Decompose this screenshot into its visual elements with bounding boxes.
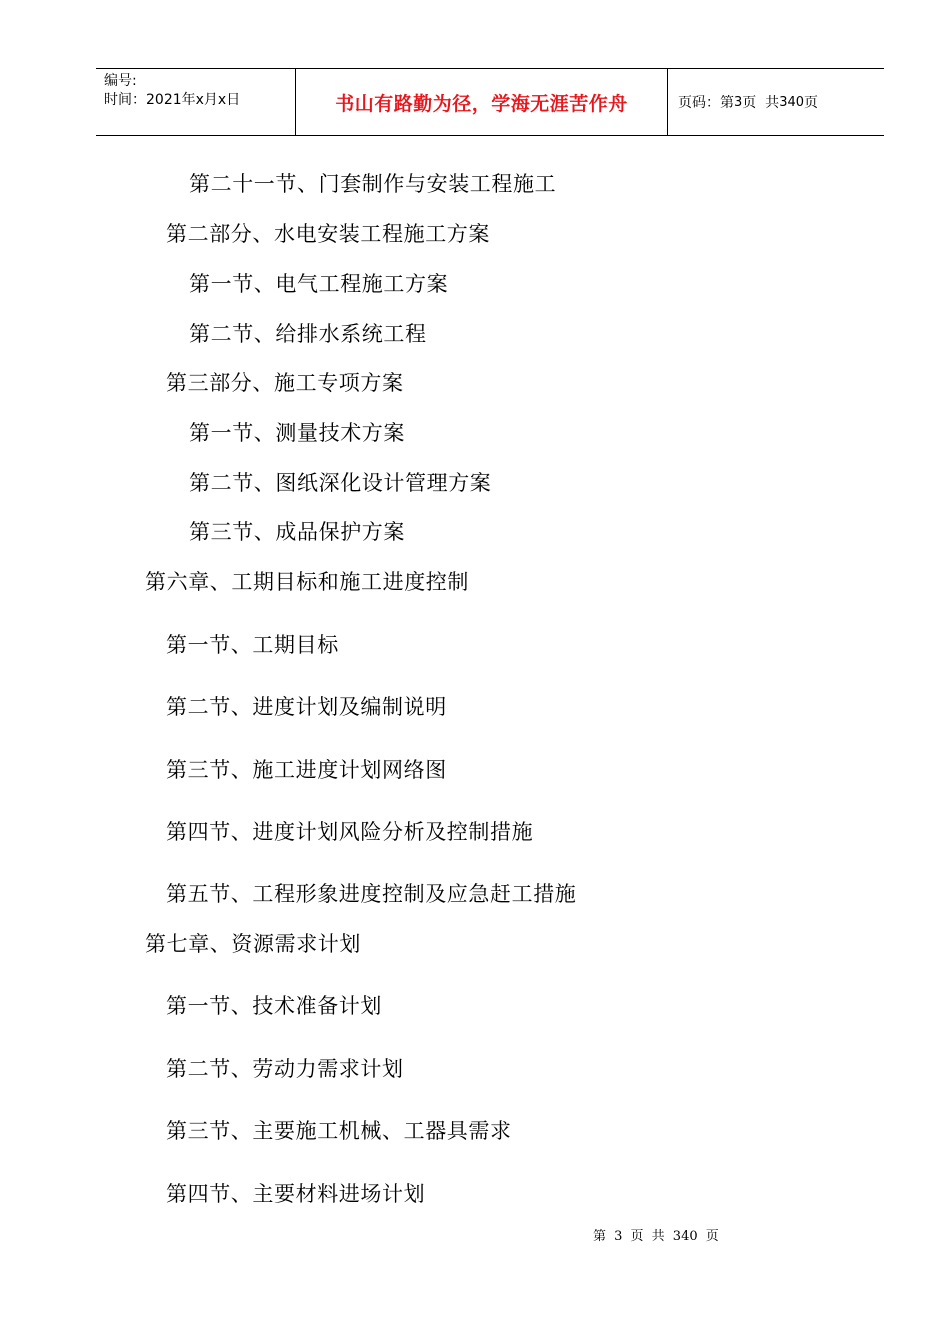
page-current: 3 xyxy=(734,94,743,110)
page-total: 340 xyxy=(779,94,805,110)
toc-entry: 第一节、工期目标 xyxy=(166,633,339,657)
toc-entry: 第四节、主要材料进场计划 xyxy=(166,1182,426,1206)
toc-entry: 第三节、施工进度计划网络图 xyxy=(166,758,447,782)
page-mid: 页 共 xyxy=(742,95,780,111)
page-header xyxy=(96,68,884,136)
page-prefix: 页码：第 xyxy=(678,95,734,111)
header-page-info xyxy=(668,69,884,135)
header-meta xyxy=(96,69,296,135)
toc-entry: 第三节、成品保护方案 xyxy=(189,520,405,544)
toc-entry: 第一节、技术准备计划 xyxy=(166,994,382,1018)
toc-entry: 第三部分、施工专项方案 xyxy=(166,371,404,395)
toc-entry: 第二十一节、门套制作与安装工程施工 xyxy=(189,172,557,196)
page-suffix: 页 xyxy=(804,95,819,111)
toc-entry: 第二节、进度计划及编制说明 xyxy=(166,695,447,719)
toc-entry: 第一节、电气工程施工方案 xyxy=(189,272,449,296)
toc-entry: 第二节、图纸深化设计管理方案 xyxy=(189,471,492,495)
toc-entry: 第三节、主要施工机械、工器具需求 xyxy=(166,1119,512,1143)
toc-entry: 第二部分、水电安装工程施工方案 xyxy=(166,222,490,246)
header-motto-cell xyxy=(296,69,668,135)
toc-entry: 第六章、工期目标和施工进度控制 xyxy=(145,570,469,594)
toc-entry: 第二节、劳动力需求计划 xyxy=(166,1057,404,1081)
toc-entry: 第一节、测量技术方案 xyxy=(189,421,405,445)
toc-entry: 第七章、资源需求计划 xyxy=(145,932,361,956)
document-number-label: 编号: xyxy=(104,73,137,89)
header-motto: 书山有路勤为径，学海无涯苦作舟 xyxy=(335,92,628,115)
document-time: 时间：2021年x月x日 xyxy=(104,92,241,108)
page-footer: 第 3 页 共 340 页 xyxy=(593,1229,719,1244)
toc-entry: 第二节、给排水系统工程 xyxy=(189,322,427,346)
toc-entry: 第四节、进度计划风险分析及控制措施 xyxy=(166,820,534,844)
toc-entry: 第五节、工程形象进度控制及应急赶工措施 xyxy=(166,882,577,906)
